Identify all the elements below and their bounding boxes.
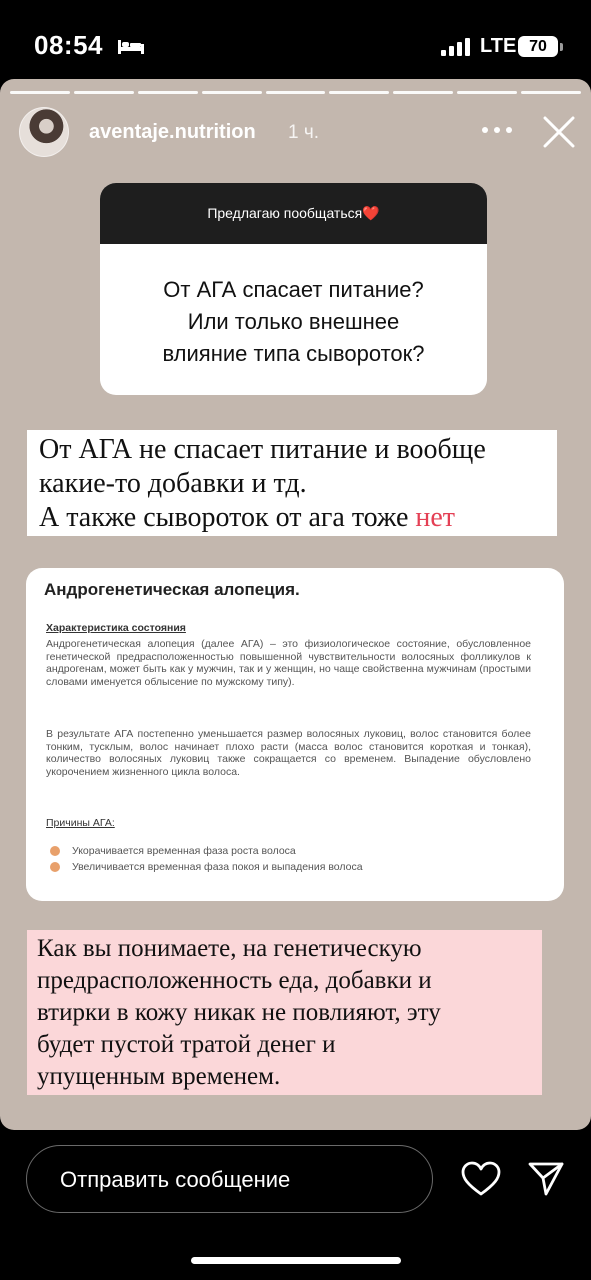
- question-sticker: [100, 183, 487, 395]
- question-text: От АГА спасает питание? Или только внешнее влияние типа сывороток?: [162, 277, 425, 366]
- clock: 08:54: [34, 30, 103, 60]
- document-subtitle: Характеристика состояния: [46, 622, 186, 634]
- question-sticker-header: Предлагаю пообщаться❤️: [100, 183, 487, 244]
- story-card[interactable]: [0, 79, 591, 1130]
- like-heart-icon[interactable]: [461, 1161, 501, 1197]
- cellular-signal-icon: [441, 38, 471, 56]
- message-input[interactable]: [26, 1145, 433, 1213]
- bullet-icon: [50, 862, 60, 872]
- battery-icon: 70: [518, 36, 558, 57]
- status-bar: [0, 0, 591, 80]
- message-placeholder: Отправить сообщение: [60, 1167, 291, 1192]
- network-type: LTE: [480, 35, 517, 57]
- home-indicator[interactable]: [191, 1257, 401, 1264]
- document-screenshot: [26, 568, 564, 901]
- document-paragraph: Андрогенетическая алопеция (далее АГА) – это физиологическое состояние, обусловленное генетической предрасположенностью повышенной чувствительности волосяных фолликулов к андрогенам, может быть как у мужчин, так и у женщин, но чаще свойственна мужчинам (простыми словами именуется облысение по мужскому типу).: [46, 638, 531, 688]
- conclusion-text-block: Как вы понимаете, на генетическую предрасположенность еда, добавки и втирки в кожу никак не повлияют, эту будет пустой тратой денег и упущенным временем.: [27, 930, 542, 1095]
- send-message-icon[interactable]: [527, 1160, 565, 1198]
- close-icon[interactable]: [542, 115, 576, 149]
- bullet-icon: [50, 846, 60, 856]
- avatar[interactable]: [19, 107, 69, 157]
- sleep-focus-icon: [118, 38, 144, 54]
- answer-text-block: От АГА не спасает питание и вообще какие-то добавки и тд. А также сывороток от ага тоже нет: [27, 430, 557, 536]
- causes-title: Причины АГА:: [46, 817, 115, 829]
- document-paragraph: В результате АГА постепенно уменьшается размер волосяных луковиц, волос становится более тонким, тусклым, волос начинает плохо расти (масса волос становится короткая и тонкая), количество волосяных луковиц также сокращается со временем. Выпадение обусловлено укорочением жизненного цикла волоса.: [46, 728, 531, 778]
- story-progress-bar: [10, 91, 581, 94]
- username[interactable]: aventaje.nutrition: [89, 121, 256, 143]
- more-options-icon[interactable]: [482, 127, 512, 135]
- highlight-word: нет: [415, 502, 456, 533]
- list-item: Увеличивается временная фаза покоя и выпадения волоса: [50, 861, 363, 873]
- document-title: Андрогенетическая алопеция.: [44, 580, 300, 599]
- time-ago: 1 ч.: [288, 122, 320, 143]
- list-item: Укорачивается временная фаза роста волоса: [50, 845, 296, 857]
